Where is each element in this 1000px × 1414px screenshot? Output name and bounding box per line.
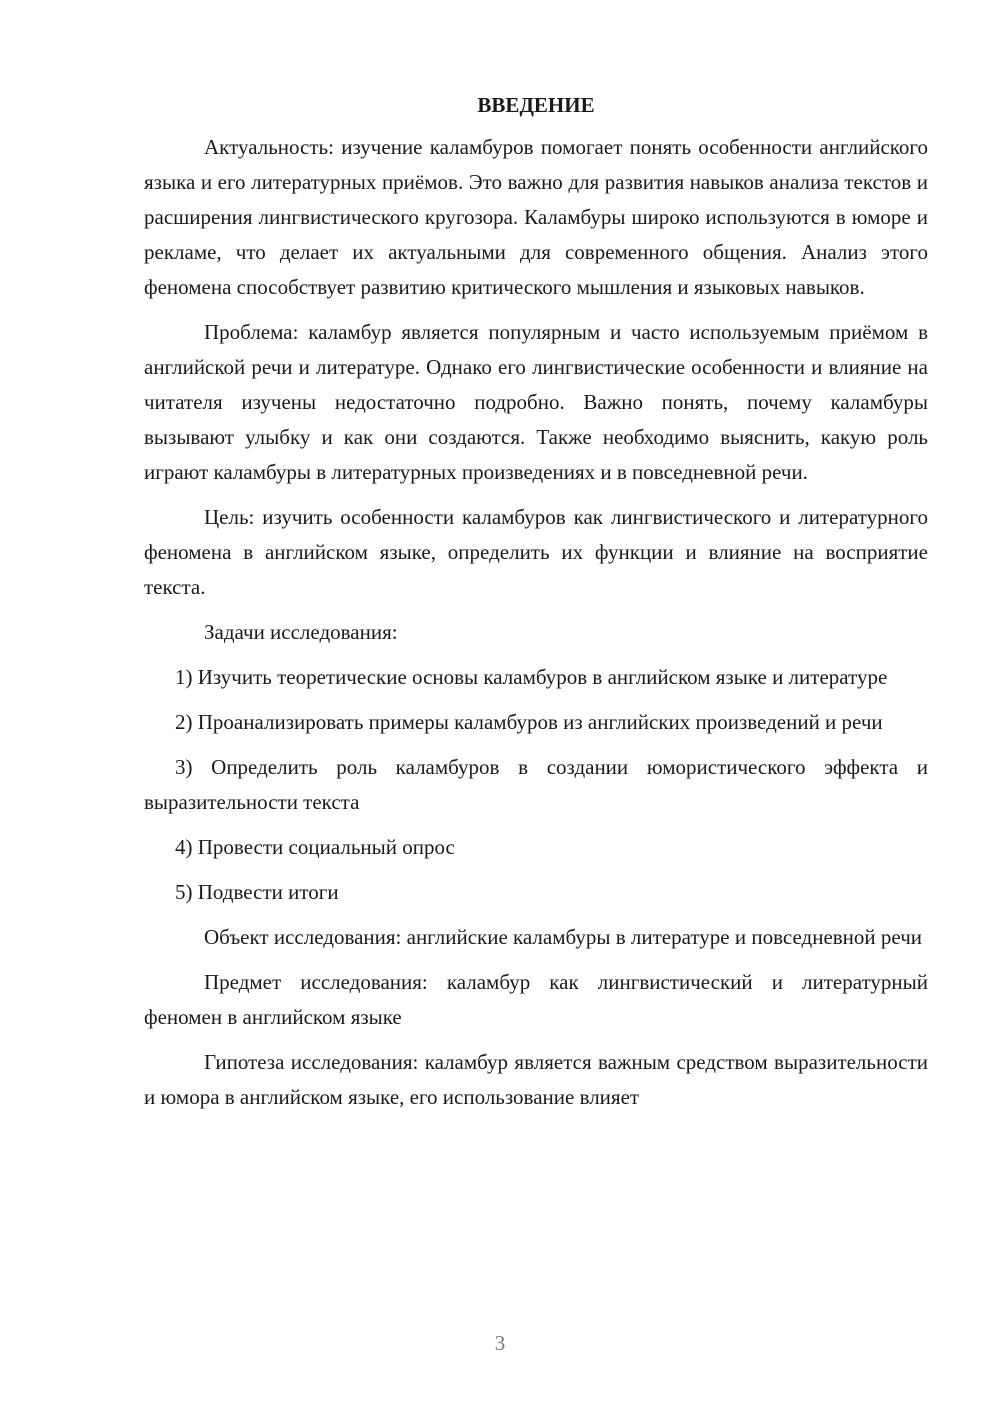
task-item: 5) Подвести итоги [175,880,339,904]
section-title: ВВЕДЕНИЕ [477,93,595,117]
task-item: 1) Изучить теоретические основы каламбуров в английском языке и литературе [175,665,888,689]
hypothesis-paragraph: Гипотеза исследования: каламбур является важным средством выразительности и юмора в английском языке, его использование влияет [144,1050,928,1109]
goal-paragraph: Цель: изучить особенности каламбуров как лингвистического и литературного феномена в английском языке, определить их функции и влияние на восприятие текста. [144,505,928,599]
document-page [144,88,928,1125]
task-item: 2) Проанализировать примеры каламбуров из английских произведений и речи [175,710,883,734]
problem-paragraph: Проблема: каламбур является популярным и часто используемым приёмом в английской речи и литературе. Однако его лингвистические особенности и влияние на читателя изучены недостаточно подробно. Важно понять, почему каламбуры вызывают улыбку и как они создаются. Также необходимо выяснить, какую роль играют каламбуры в литературных произведениях и в повседневной речи. [144,320,928,484]
tasks-heading: Задачи исследования: [204,620,398,644]
relevance-paragraph: Актуальность: изучение каламбуров помогает понять особенности английского языка и его литературных приёмов. Это важно для развития навыков анализа текстов и расширения лингвистического кругозора. Каламбуры широко используются в юморе и рекламе, что делает их актуальными для современного общения. Анализ этого феномена способствует развитию критического мышления и языковых навыков. [144,135,928,299]
task-item: 3) Определить роль каламбуров в создании юмористического эффекта и выразительности текста [144,755,928,814]
page-number: 3 [494,1331,506,1355]
object-paragraph: Объект исследования: английские каламбуры в литературе и повседневной речи [204,925,922,949]
subject-paragraph: Предмет исследования: каламбур как лингвистический и литературный феномен в английском языке [144,970,928,1029]
task-item: 4) Провести социальный опрос [175,835,455,859]
